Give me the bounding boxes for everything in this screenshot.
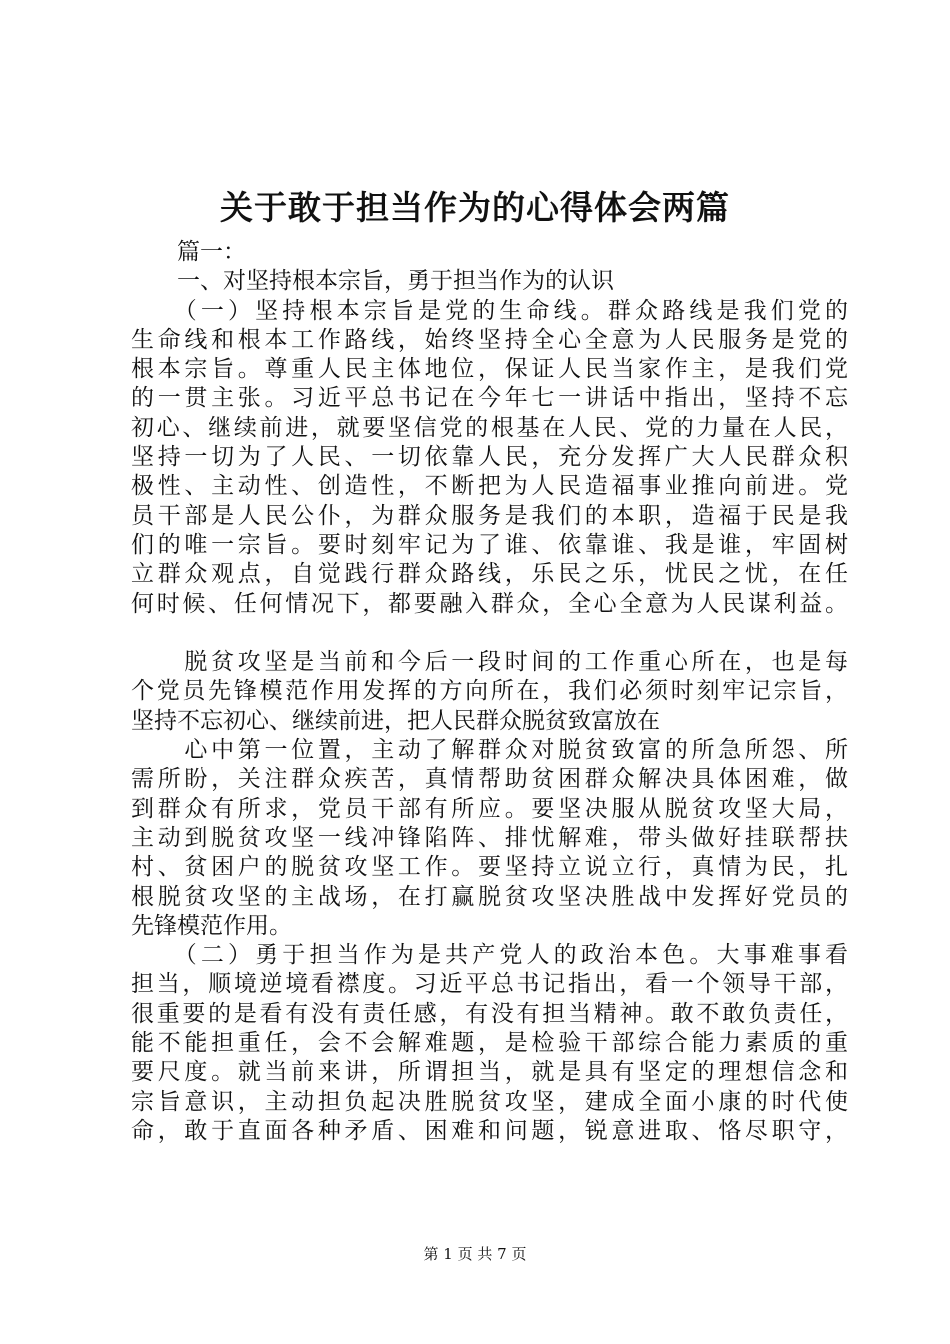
body-line: 到群众有所求，党员干部有所应。要坚决服从脱贫攻坚大局，: [131, 795, 848, 822]
body-line: 篇一：: [131, 239, 246, 265]
body-line: 命，敢于直面各种矛盾、困难和问题，锐意进取、恪尽职守，: [131, 1117, 848, 1144]
body-line: （一）坚持根本宗旨是党的生命线。群众路线是我们党的: [131, 297, 848, 324]
body-line: 坚持一切为了人民、一切依靠人民，充分发挥广大人民群众积: [131, 444, 848, 471]
page-number-footer: 第 1 页 共 7 页: [423, 1245, 527, 1263]
body-line: 一、对坚持根本宗旨，勇于担当作为的认识: [131, 268, 614, 295]
body-line: 要尺度。就当前来讲，所谓担当，就是具有坚定的理想信念和: [131, 1059, 848, 1086]
body-line: 个党员先锋模范作用发挥的方向所在，我们必须时刻牢记宗旨，: [131, 678, 848, 705]
body-line: 很重要的是看有没有责任感，有没有担当精神。敢不敢负责任，: [131, 1000, 848, 1027]
body-line: 主动到脱贫攻坚一线冲锋陷阵、排忧解难，带头做好挂联帮扶: [131, 824, 848, 851]
body-line: 心中第一位置，主动了解群众对脱贫致富的所急所怨、所: [131, 737, 848, 764]
body-line: 坚持不忘初心、继续前进，把人民群众脱贫致富放在: [131, 707, 660, 734]
body-line: （二）勇于担当作为是共产党人的政治本色。大事难事看: [131, 942, 848, 969]
body-line: 何时候、任何情况下，都要融入群众，全心全意为人民谋利益。: [131, 590, 848, 617]
body-line: 的一贯主张。习近平总书记在今年七一讲话中指出，坚持不忘: [131, 385, 848, 412]
body-line: 先锋模范作用。: [131, 912, 292, 939]
body-line: 极性、主动性、创造性，不断把为人民造福事业推向前进。党: [131, 473, 848, 500]
body-line: 根本宗旨。尊重人民主体地位，保证人民当家作主，是我们党: [131, 356, 848, 383]
body-line: 们的唯一宗旨。要时刻牢记为了谁、依靠谁、我是谁，牢固树: [131, 531, 848, 558]
body-line: 脱贫攻坚是当前和今后一段时间的工作重心所在，也是每: [131, 649, 848, 676]
body-line: 需所盼，关注群众疾苦，真情帮助贫困群众解决具体困难，做: [131, 766, 848, 793]
body-line: 宗旨意识，主动担负起决胜脱贫攻坚，建成全面小康的时代使: [131, 1088, 848, 1115]
body-line: 担当，顺境逆境看襟度。习近平总书记指出，看一个领导干部，: [131, 971, 848, 998]
body-line: 根脱贫攻坚的主战场，在打赢脱贫攻坚决胜战中发挥好党员的: [131, 883, 848, 910]
blank-line: [131, 619, 848, 648]
body-line: 能不能担重任，会不会解难题，是检验干部综合能力素质的重: [131, 1030, 848, 1057]
body-line: 生命线和根本工作路线，始终坚持全心全意为人民服务是党的: [131, 326, 848, 353]
body-line: 村、贫困户的脱贫攻坚工作。要坚持立说立行，真情为民，扎: [131, 854, 848, 881]
body-line: 员干部是人民公仆，为群众服务是我们的本职，造福于民是我: [131, 502, 848, 529]
document-title: 关于敢于担当作为的心得体会两篇: [220, 188, 730, 227]
body-line: 初心、继续前进，就要坚信党的根基在人民、党的力量在人民，: [131, 414, 848, 441]
body-line: 立群众观点，自觉践行群众路线，乐民之乐，忧民之忧，在任: [131, 561, 848, 588]
document-body: [131, 238, 848, 1146]
